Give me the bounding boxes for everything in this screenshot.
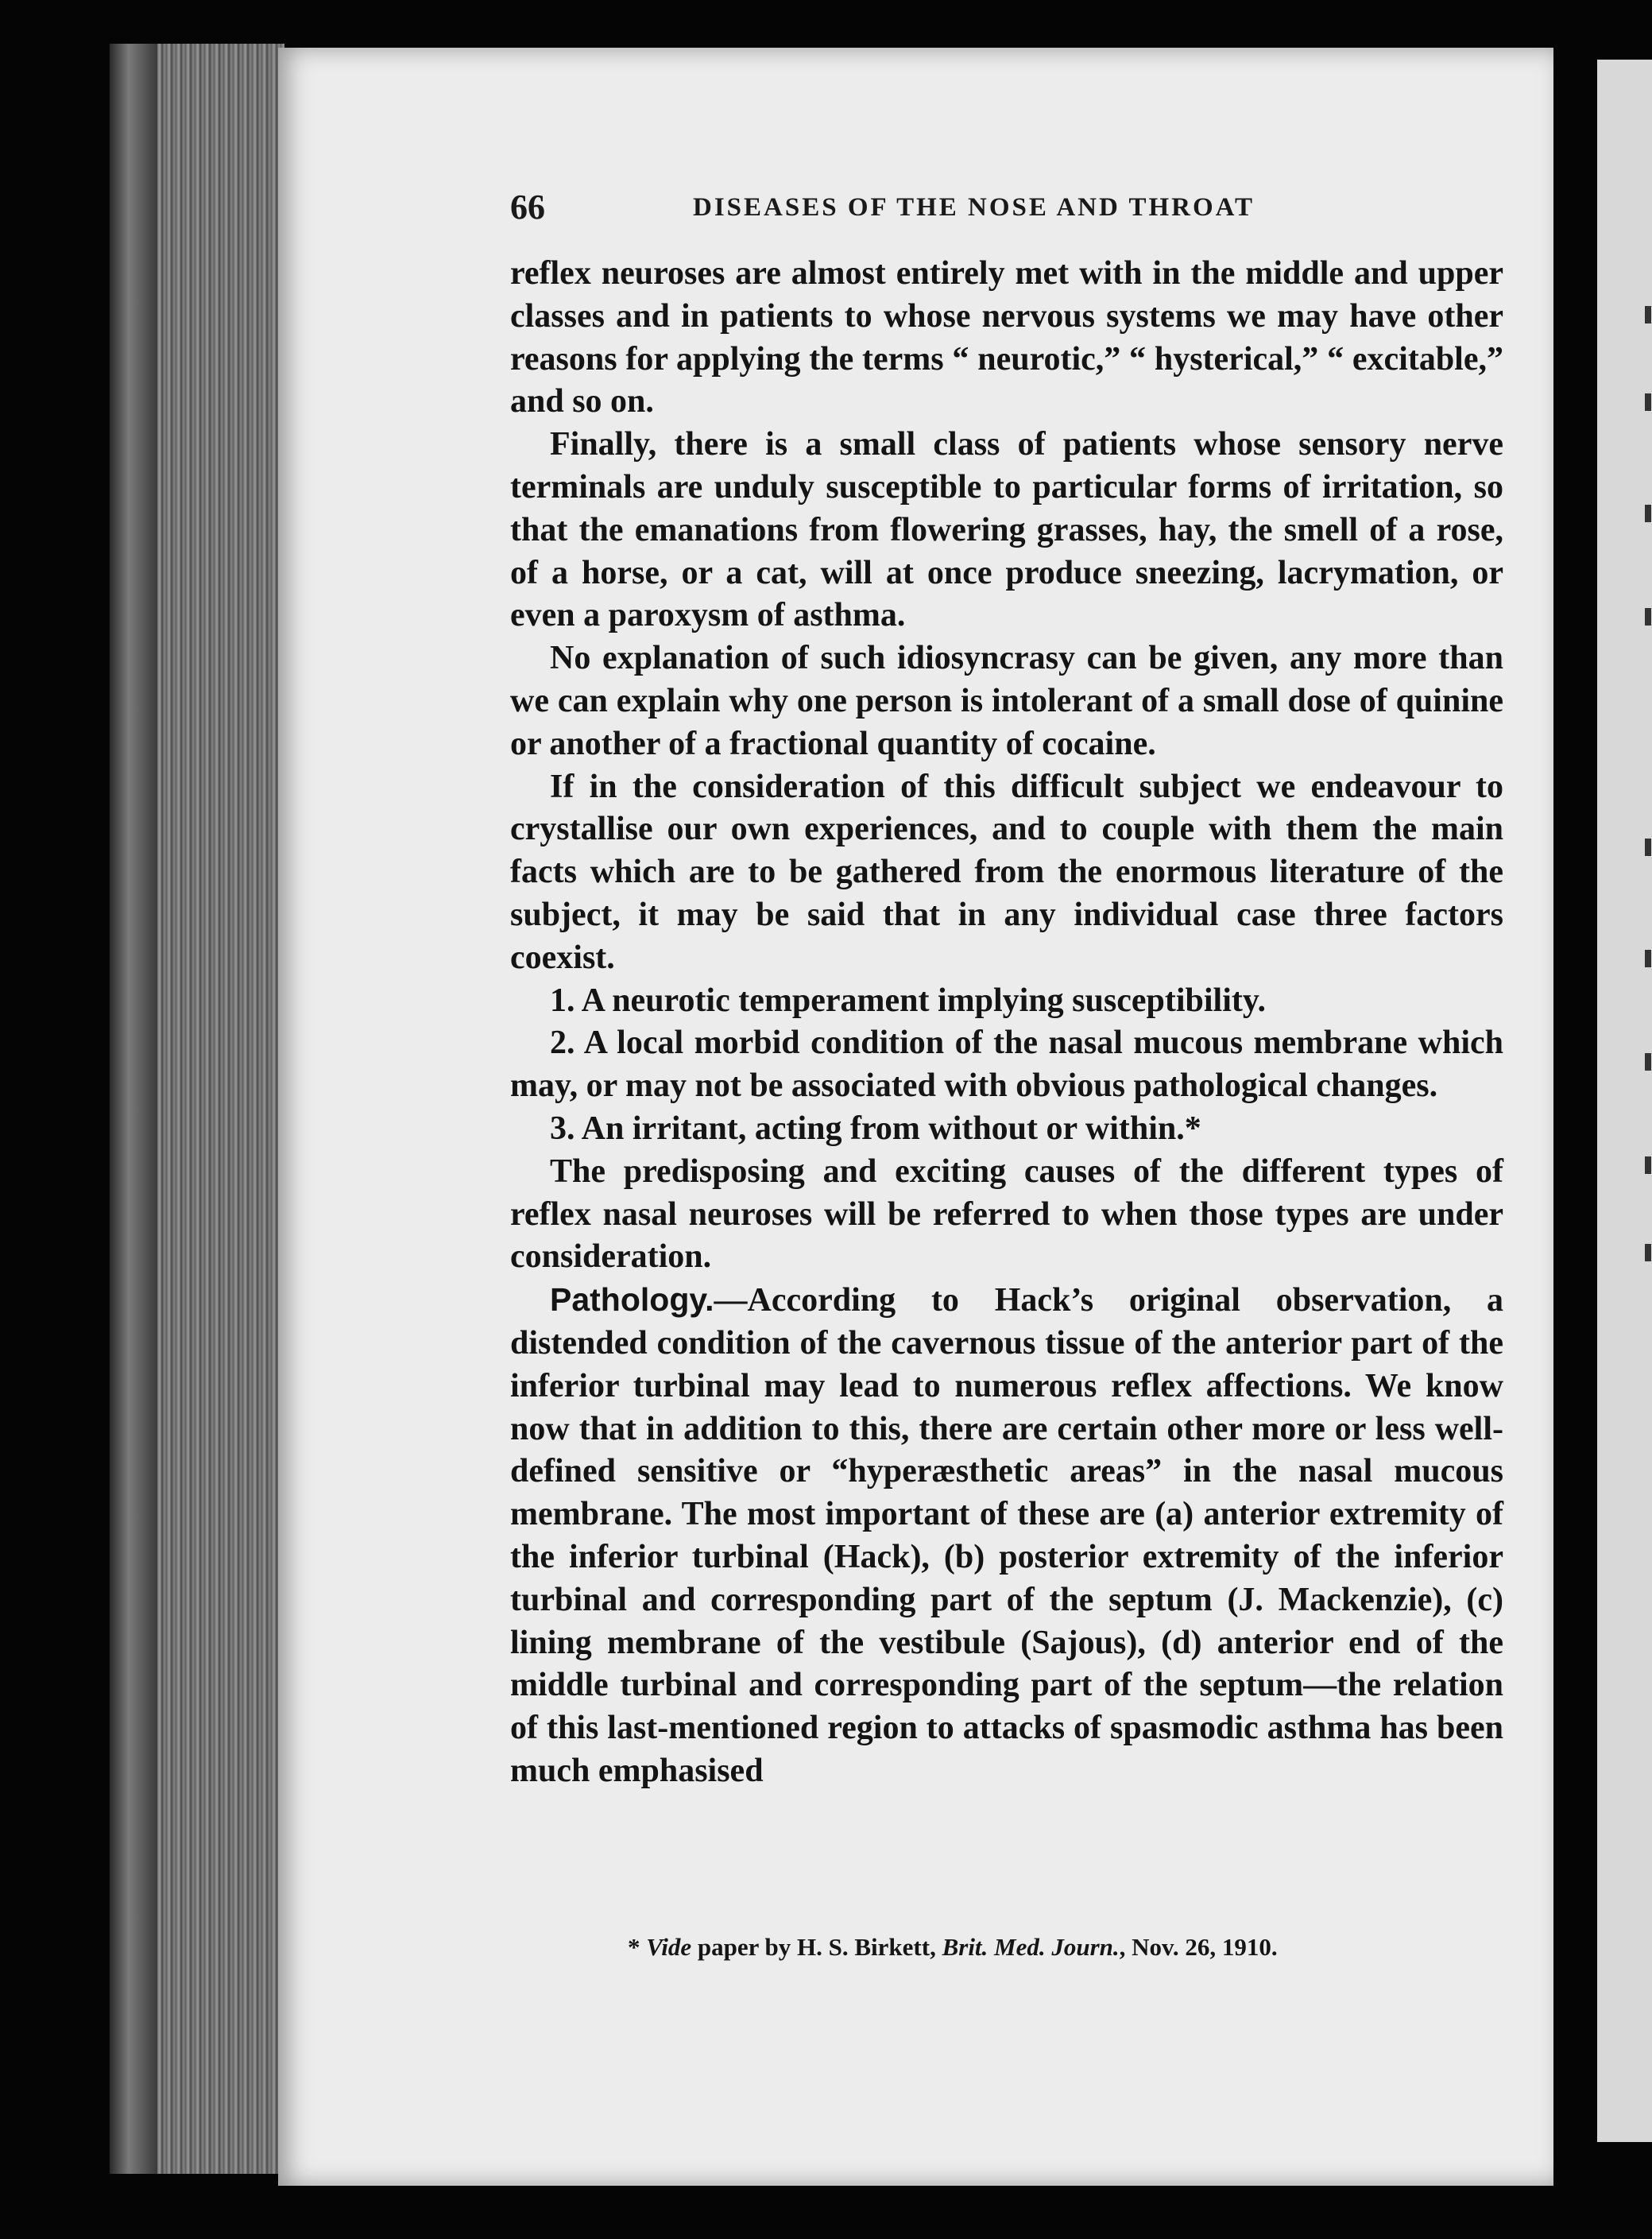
section-heading: Pathology. <box>550 1281 714 1319</box>
paragraph: reflex neuroses are almost entirely met with in the middle and upper classes and in patients to whose nervous systems we may have other reasons for applying the terms “ neurotic,” “ hysterical,” “ excitable,” and so on. <box>510 255 1503 420</box>
page-number: 66 <box>510 188 545 227</box>
running-title: DISEASES OF THE NOSE AND THROAT <box>693 193 1255 222</box>
paragraph: No explanation of such idiosyncrasy can be given, any more than we can explain why one person is intolerant of a small dose of quinine or another of a fractional quantity of cocaine. <box>510 640 1503 762</box>
page-header <box>510 187 1321 234</box>
footnote-journal: Brit. Med. Journ. <box>942 1933 1120 1961</box>
footnote <box>628 1933 1502 1962</box>
footnote-date: , Nov. 26, 1910. <box>1119 1933 1278 1961</box>
footnote-marker: * <box>628 1933 640 1961</box>
pathology-text: —According to Hack’s original observation, a distended condition of the cavernous tissue of the anterior part of the inferior turbinal may lead to numerous reflex affections. We know now that in addition to this, there are certain other more or less well-defined sensitive or “hyperæsthetic areas” in the nasal mucous membrane. The most important of these are (a) anterior extremity of the inferior turbinal (Hack), (b) posterior extremity of the inferior turbinal and corresponding part of the septum (J. Mackenzie), (c) lining membrane of the vestibule (Sajous), (d) anterior end of the middle turbinal and corresponding part of the septum—the relation of this last-mentioned region to attacks of spasmodic asthma has been much emphasised <box>510 1282 1503 1789</box>
book-page-edges <box>110 44 284 2174</box>
list-item: 1. A neurotic temperament implying susceptibility. <box>550 982 1267 1019</box>
footnote-text: paper by H. S. Birkett, <box>691 1933 942 1961</box>
list-item: 3. An irritant, acting from without or within.* <box>550 1110 1201 1147</box>
paragraph: Finally, there is a small class of patients whose sensory nerve terminals are unduly susceptible to particular forms of irritation, so that the emanations from flowering grasses, hay, the smell of a rose, of a horse, or a cat, will at once produce sneezing, lacrymation, or even a paroxysm of asthma. <box>510 426 1503 634</box>
footnote-vide: Vide <box>646 1933 692 1961</box>
book-binding <box>110 44 157 2174</box>
pathology-paragraph <box>510 1279 1503 1793</box>
list-item: 2. A local morbid condition of the nasal mucous membrane which may, or may not be associated with obvious pathological changes. <box>510 1025 1503 1105</box>
paragraph: If in the consideration of this difficult subject we endeavour to crystallise our own experiences, and to couple with them the main facts which are to be gathered from the enormous literature of the subject, it may be said that in any individual case three factors coexist. <box>510 768 1503 976</box>
body-text <box>510 253 1503 1793</box>
paragraph: The predisposing and exciting causes of the different types of reflex nasal neuroses will be referred to when those types are under consideration. <box>510 1152 1503 1276</box>
facing-page-edge <box>1597 60 1652 2142</box>
